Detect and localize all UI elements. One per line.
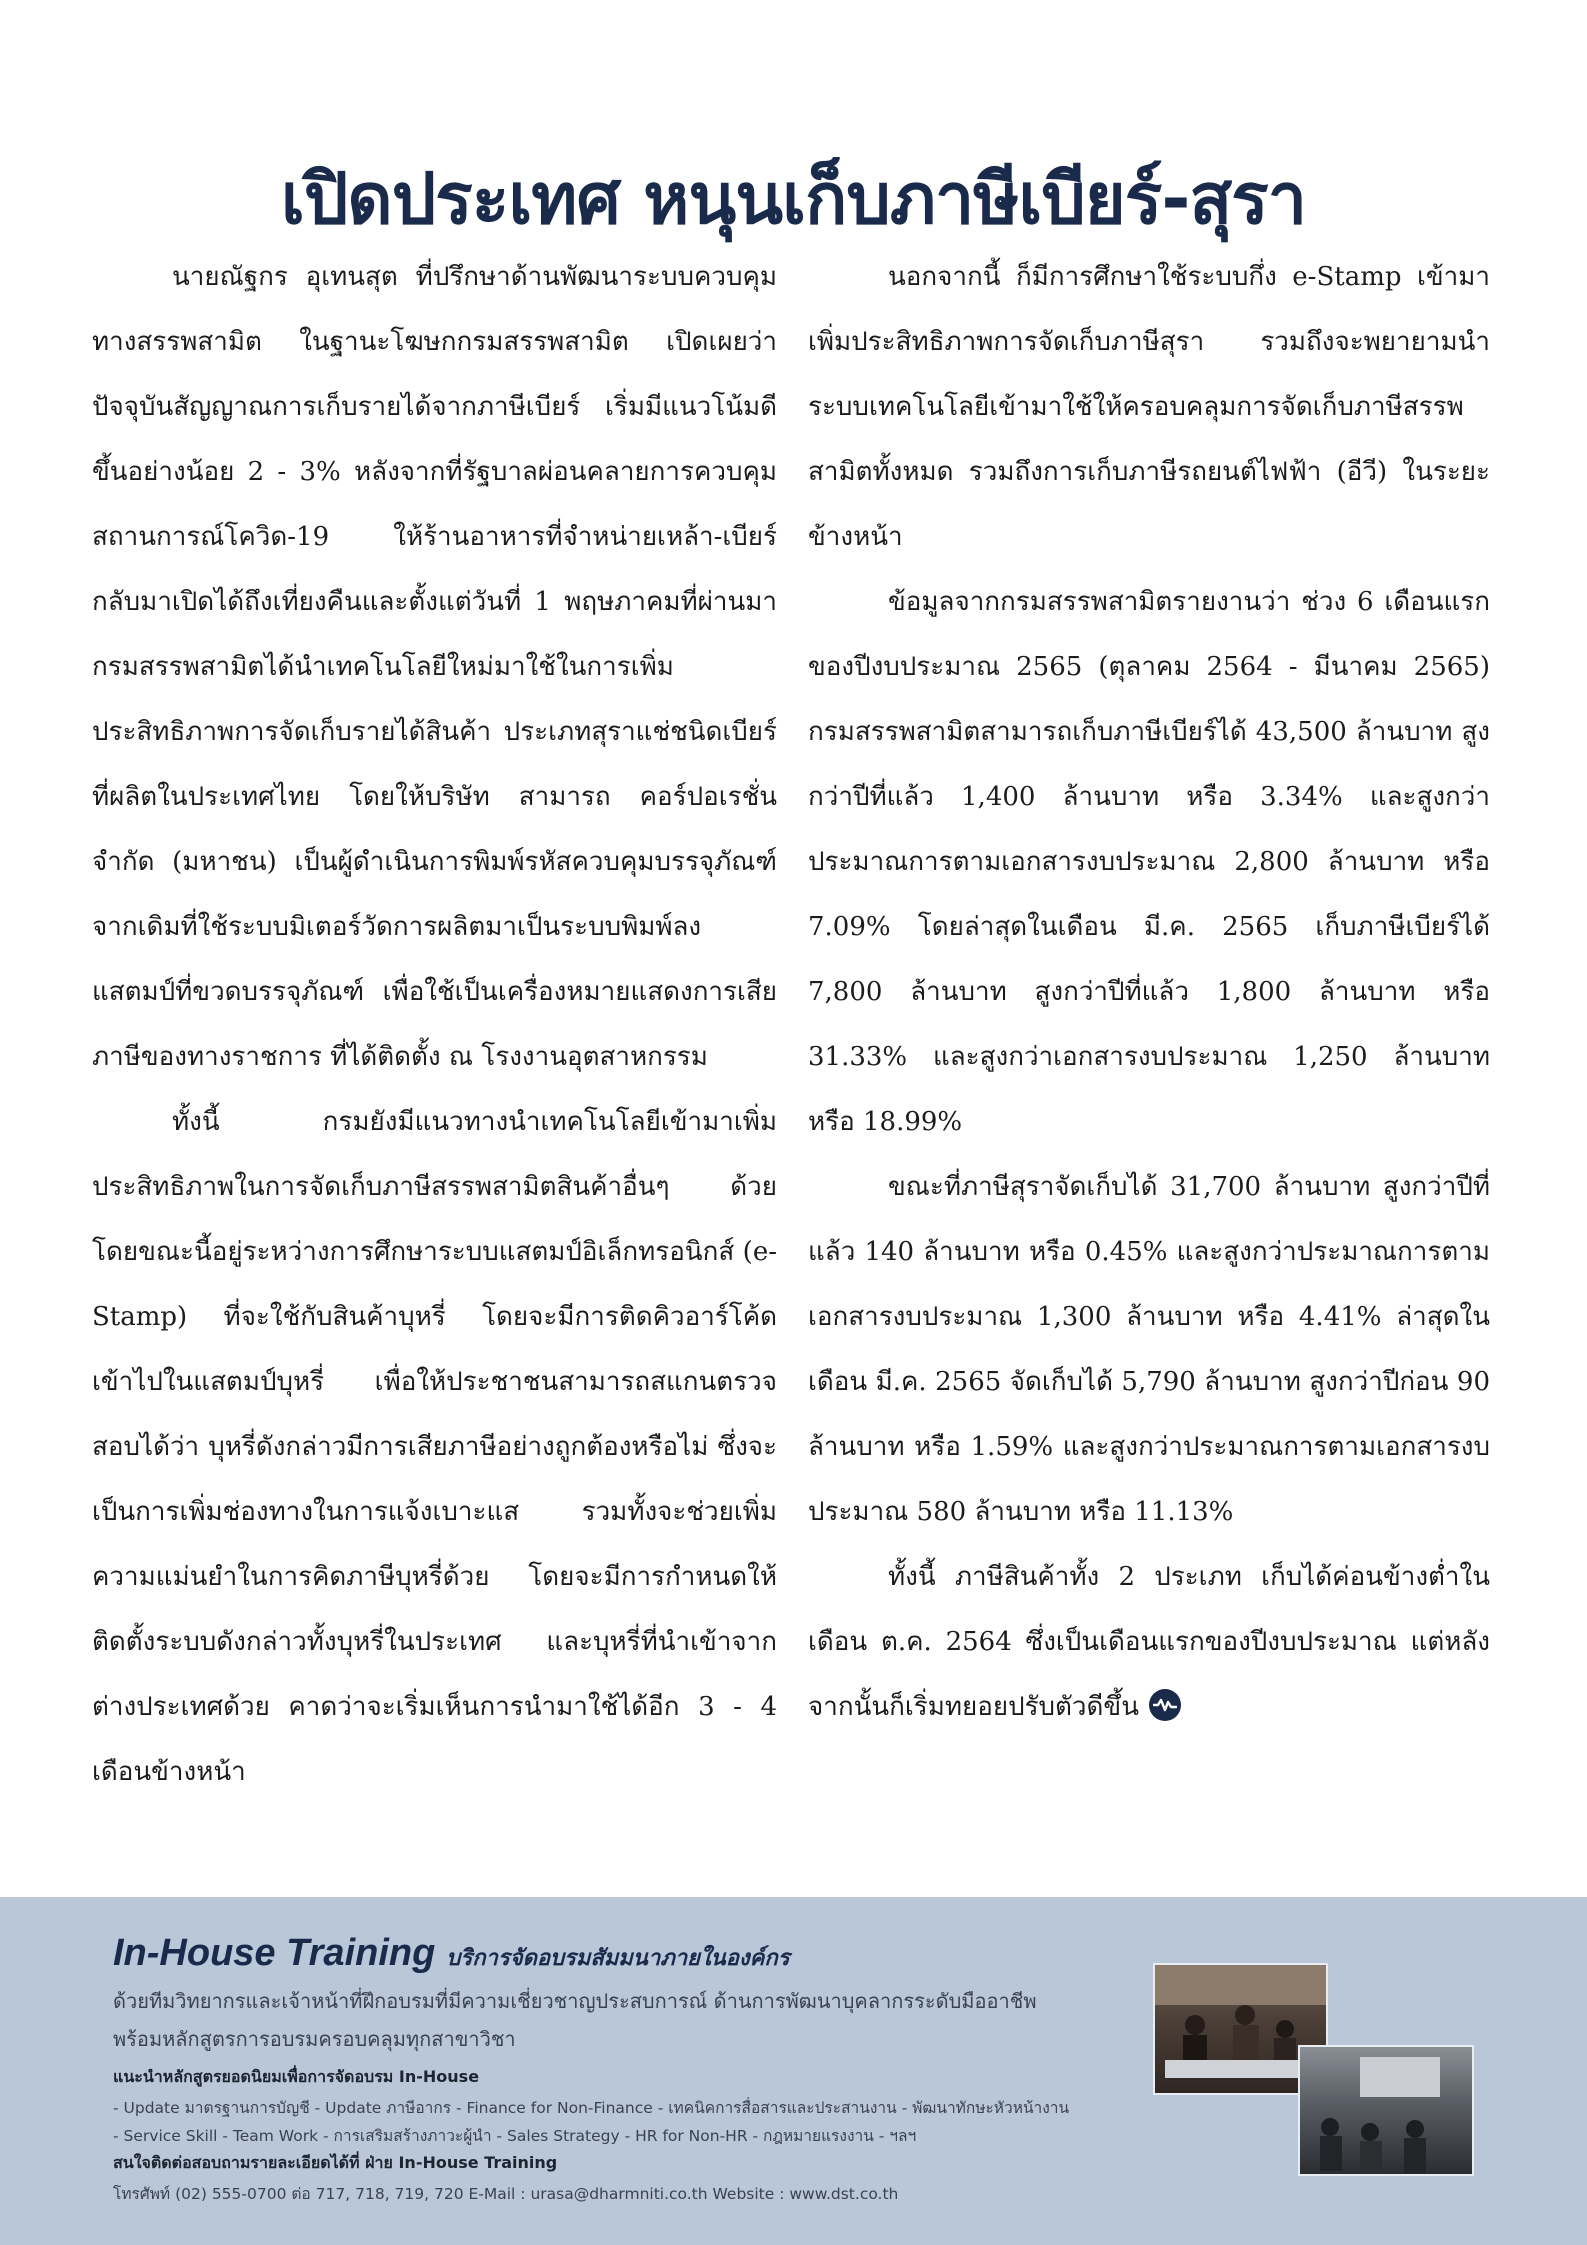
article-paragraph: ทั้งนี้ กรมยังมีแนวทางนำเทคโนโลยีเข้ามาเพิ่มประสิทธิภาพในการจัดเก็บภาษีสรรพสามิตสินค้าอื่นๆ ด้วย โดยขณะนี้อยู่ระหว่างการศึกษาระบบแสตมป์อิเล็กทรอนิกส์ (e-Stamp) ที่จะใช้กับสินค้าบุหรี่ โดยจะมีการติดคิวอาร์โค้ดเข้าไปในแสตมป์บุหรี่ เพื่อให้ประชาชนสามารถสแกนตรวจสอบได้ว่า บุหรี่ดังกล่าวมีการเสียภาษีอย่างถูกต้องหรือไม่ ซึ่งจะเป็นการเพิ่มช่องทางในการแจ้งเบาะแส รวมทั้งจะช่วยเพิ่มความแม่นยำในการคิดภาษีบุหรี่ด้วย โดยจะมีการกำหนดให้ติดตั้งระบบดังกล่าวทั้งบุหรี่ในประเทศ และบุหรี่ที่นำเข้าจากต่างประเทศด้วย คาดว่าจะเริ่มเห็นการนำมาใช้ได้อีก 3 - 4 เดือนข้างหน้า	[92, 1107, 777, 1787]
article-paragraph-text: ทั้งนี้ ภาษีสินค้าทั้ง 2 ประเภท เก็บได้ค่อนข้างต่ำในเดือน ต.ค. 2564 ซึ่งเป็นเดือนแรกของปีงบประมาณ แต่หลังจากนั้นก็เริ่มทยอยปรับตัวดีขึ้น	[808, 1562, 1490, 1722]
contact-info: โทรศัพท์ (02) 555-0700 ต่อ 717, 718, 719, 720 E-Mail : urasa@dharmniti.co.th Website : www.dst.co.th	[113, 2185, 899, 2203]
article-paragraph-last	[808, 1545, 1490, 1740]
courses-heading: แนะนำหลักสูตรยอดนิยมเพื่อการจัดอบรม In-House	[113, 2067, 480, 2086]
courses-list: - Service Skill - Team Work - การเสริมสร้างภาวะผู้นำ - Sales Strategy - HR for Non-HR - กฎหมายแรงงาน - ฯลฯ	[113, 2127, 917, 2145]
banner-description: พร้อมหลักสูตรการอบรมครอบคลุมทุกสาขาวิชา	[113, 2027, 516, 2051]
article-paragraph: นอกจากนี้ ก็มีการศึกษาใช้ระบบกึ่ง e-Stamp เข้ามาเพิ่มประสิทธิภาพการจัดเก็บภาษีสุรา รวมถึงจะพยายามนำระบบเทคโนโลยีเข้ามาใช้ให้ครอบคลุมการจัดเก็บภาษีสรรพสามิตทั้งหมด รวมถึงการเก็บภาษีรถยนต์ไฟฟ้า (อีวี) ในระยะข้างหน้า	[808, 262, 1490, 552]
contact-heading: สนใจติดต่อสอบถามรายละเอียดได้ที่ ฝ่าย In-House Training	[113, 2153, 558, 2172]
banner-heading	[113, 1932, 790, 1975]
article-right-column	[808, 245, 1490, 1740]
page-title: เปิดประเทศ หนุนเก็บภาษีเบียร์-สุรา	[280, 157, 1307, 240]
end-of-article-icon	[1149, 1689, 1181, 1721]
in-house-training-banner	[0, 1897, 1587, 2245]
article-paragraph: ข้อมูลจากกรมสรรพสามิตรายงานว่า ช่วง 6 เดือนแรกของปีงบประมาณ 2565 (ตุลาคม 2564 - มีนาคม 2565) กรมสรรพสามิตสามารถเก็บภาษีเบียร์ได้ 43,500 ล้านบาท สูงกว่าปีที่แล้ว 1,400 ล้านบาท หรือ 3.34% และสูงกว่าประมาณการตามเอกสารงบประมาณ 2,800 ล้านบาท หรือ 7.09% โดยล่าสุดในเดือน มี.ค. 2565 เก็บภาษีเบียร์ได้ 7,800 ล้านบาท สูงกว่าปีที่แล้ว 1,800 ล้านบาท หรือ 31.33% และสูงกว่าเอกสารงบประมาณ 1,250 ล้านบาท หรือ 18.99%	[808, 587, 1490, 1137]
article-paragraph: นายณัฐกร อุเทนสุต ที่ปรึกษาด้านพัฒนาระบบควบคุมทางสรรพสามิต ในฐานะโฆษกกรมสรรพสามิต เปิดเผยว่า ปัจจุบันสัญญาณการเก็บรายได้จากภาษีเบียร์ เริ่มมีแนวโน้มดีขึ้นอย่างน้อย 2 - 3% หลังจากที่รัฐบาลผ่อนคลายการควบคุมสถานการณ์โควิด-19 ให้ร้านอาหารที่จำหน่ายเหล้า-เบียร์ กลับมาเปิดได้ถึงเที่ยงคืนและตั้งแต่วันที่ 1 พฤษภาคมที่ผ่านมา กรมสรรพสามิตได้นำเทคโนโลยีใหม่มาใช้ในการเพิ่มประสิทธิภาพการจัดเก็บรายได้สินค้า ประเภทสุราแช่ชนิดเบียร์ที่ผลิตในประเทศไทย โดยให้บริษัท สามารถ คอร์ปอเรชั่น จำกัด (มหาชน) เป็นผู้ดำเนินการพิมพ์รหัสควบคุมบรรจุภัณฑ์ จากเดิมที่ใช้ระบบมิเตอร์วัดการผลิตมาเป็นระบบพิมพ์ลงแสตมป์ที่ขวดบรรจุภัณฑ์ เพื่อใช้เป็นเครื่องหมายแสดงการเสียภาษีของทางราชการ ที่ได้ติดตั้ง ณ โรงงานอุตสาหกรรม	[92, 262, 777, 1072]
banner-description: ด้วยทีมวิทยากรและเจ้าหน้าที่ฝึกอบรมที่มีความเชี่ยวชาญประสบการณ์ ด้านการพัฒนาบุคลากรระดับมืออาชีพ	[113, 1989, 1037, 2013]
banner-title: In-House Training	[113, 1932, 436, 1974]
courses-list: - Update มาตรฐานการบัญชี - Update ภาษีอากร - Finance for Non-Finance - เทคนิคการสื่อสารและประสานงาน - พัฒนาทักษะหัวหน้างาน	[113, 2099, 1070, 2117]
article-left-column	[92, 245, 777, 1805]
training-photo	[1298, 2045, 1474, 2176]
banner-subtitle: บริการจัดอบรมสัมมนาภายในองค์กร	[446, 1946, 790, 1971]
article-paragraph: ขณะที่ภาษีสุราจัดเก็บได้ 31,700 ล้านบาท สูงกว่าปีที่แล้ว 140 ล้านบาท หรือ 0.45% และสูงกว่าประมาณการตามเอกสารงบประมาณ 1,300 ล้านบาท หรือ 4.41% ล่าสุดในเดือน มี.ค. 2565 จัดเก็บได้ 5,790 ล้านบาท สูงกว่าปีก่อน 90 ล้านบาท หรือ 1.59% และสูงกว่าประมาณการตามเอกสารงบประมาณ 580 ล้านบาท หรือ 11.13%	[808, 1172, 1490, 1527]
